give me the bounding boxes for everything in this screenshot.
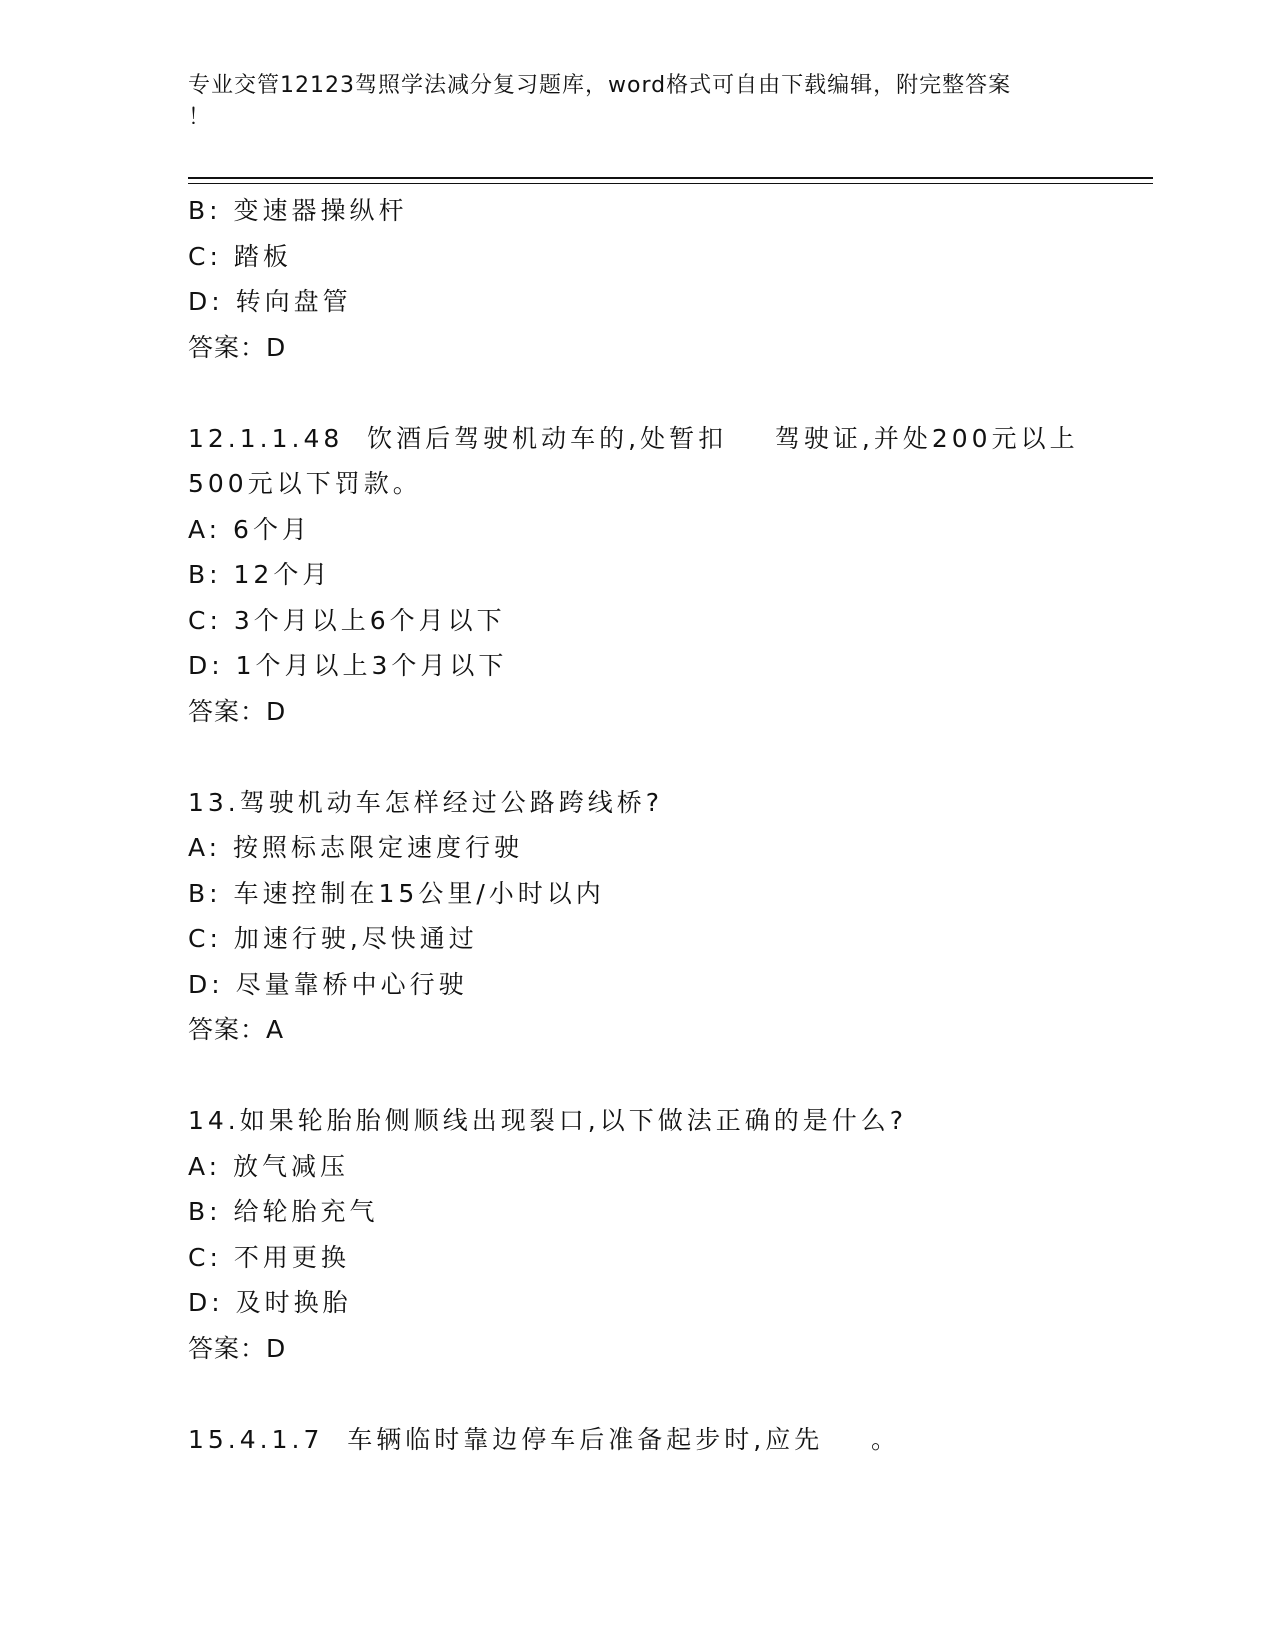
- option-line: A: 按照标志限定速度行驶: [188, 833, 524, 862]
- option-line: C: 加速行驶,尽快通过: [188, 924, 478, 953]
- option-line: C: 踏板: [188, 241, 292, 271]
- option-line: D: 尽量靠桥中心行驶: [188, 969, 468, 999]
- question-text: 15.4.1.7 车辆临时靠边停车后准备起步时,应先 。: [188, 1424, 900, 1454]
- answer-line: 答案：D: [188, 1333, 287, 1363]
- header-title-line: 专业交管12123驾照学法减分复习题库，word格式可自由下载编辑，附完整答案: [188, 73, 1012, 98]
- option-line: B: 变速器操纵杆: [188, 196, 408, 225]
- section-spacer: [188, 1053, 1088, 1099]
- header-divider-thin: [188, 183, 1153, 184]
- document-header: [188, 70, 1088, 134]
- header-divider-thick: [188, 177, 1153, 179]
- answer-line: 答案：A: [188, 1015, 285, 1044]
- answer-line: 答案：D: [188, 332, 287, 362]
- option-line: B: 车速控制在15公里/小时以内: [188, 878, 605, 908]
- option-line: C: 3个月以上6个月以下: [188, 605, 506, 635]
- option-line: B: 给轮胎充气: [188, 1197, 379, 1226]
- question-text: 14.如果轮胎胎侧顺线出现裂口,以下做法正确的是什么?: [188, 1106, 907, 1135]
- section-spacer: [188, 734, 1088, 780]
- option-line: D: 转向盘管: [188, 287, 352, 316]
- option-line: D: 及时换胎: [188, 1288, 352, 1317]
- section-spacer: [188, 370, 1088, 416]
- option-line: C: 不用更换: [188, 1242, 350, 1272]
- question-text: 12.1.1.48 饮酒后驾驶机动车的,处暂扣 驾驶证,并处200元以上: [188, 423, 1079, 453]
- option-line: A: 放气减压: [188, 1151, 350, 1181]
- question-list: [188, 188, 1088, 1462]
- option-line: A: 6个月: [188, 514, 311, 544]
- option-line: B: 12个月: [188, 560, 332, 589]
- section-spacer: [188, 1371, 1088, 1417]
- option-line: D: 1个月以上3个月以下: [188, 651, 508, 680]
- answer-line: 答案：D: [188, 696, 287, 726]
- question-text: 13.驾驶机动车怎样经过公路跨线桥?: [188, 787, 664, 817]
- question-text: 500元以下罚款。: [188, 469, 422, 498]
- header-title-continuation: ！: [188, 105, 212, 130]
